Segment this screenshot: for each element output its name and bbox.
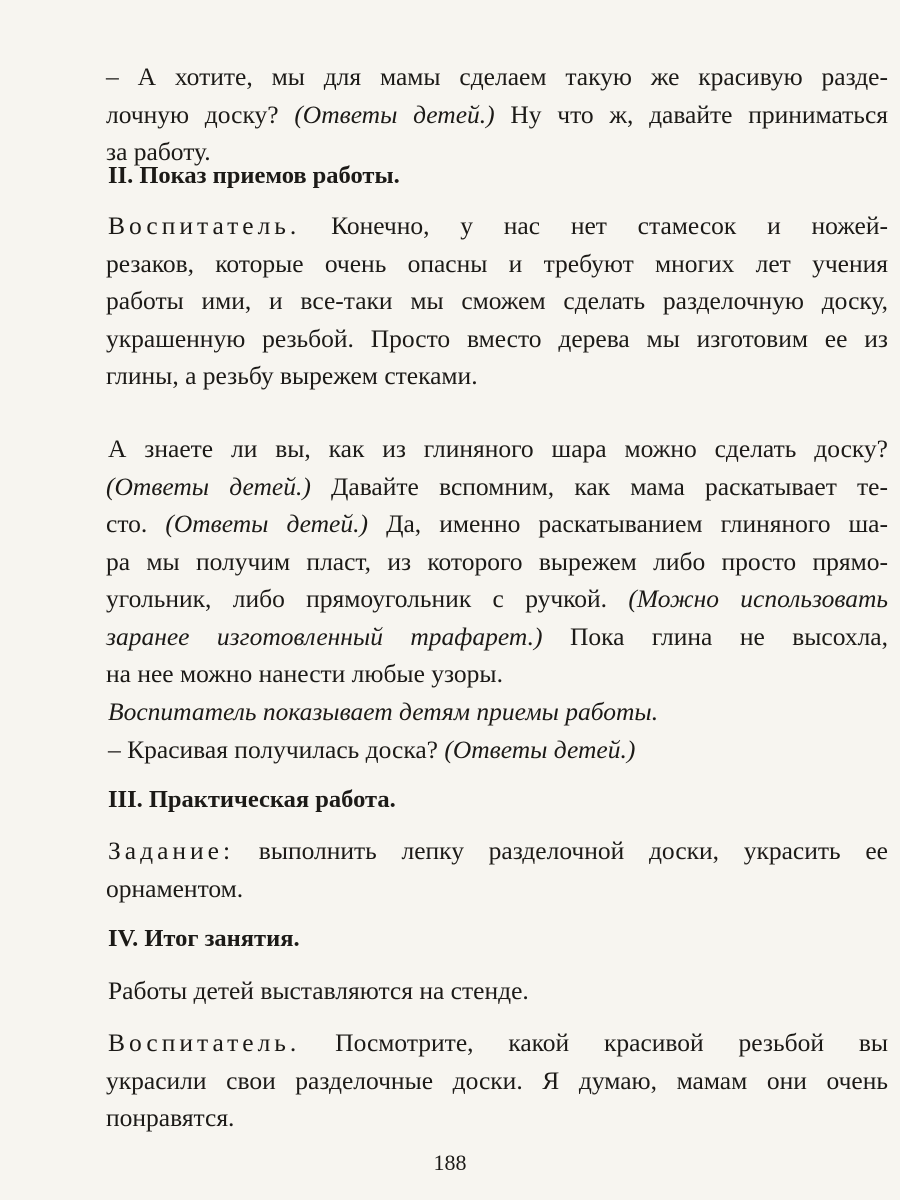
paragraph-teacher-1 <box>106 207 888 395</box>
paragraph-clay <box>106 430 888 693</box>
text-line: резаков, которые очень опасны и требуют многих лет учения <box>106 248 888 278</box>
text-line: украсили свои разделочные доски. Я думаю, мамам они очень <box>106 1065 888 1095</box>
text-line: Воспитатель. Конечно, у нас нет стамесок и ножей- <box>108 211 888 240</box>
paragraph-task <box>106 832 888 907</box>
text-line: работы ими, и все-таки мы сможем сделать разделочную доску, <box>106 286 888 315</box>
paragraph-teacher-2 <box>106 1024 888 1137</box>
stage-direction: (Ответы детей.) <box>294 99 495 129</box>
text-line: украшенную резьбой. Просто вместо дерева мы изготовим ее из <box>106 323 888 353</box>
text-line: – А хотите, мы для мамы сделаем такую же красивую разде- <box>106 62 888 91</box>
task-label: Задание: <box>108 836 235 865</box>
section-heading-3: III. Практическая работа. <box>108 786 396 813</box>
page-number: 188 <box>433 1150 467 1175</box>
text-line: за работу. <box>106 137 211 166</box>
text-line: А знаете ли вы, как из глиняного шара можно сделать доску? <box>108 434 888 463</box>
speaker-label: Воспитатель. <box>108 1028 301 1057</box>
paragraph-exhibit: Работы детей выставляются на стенде. <box>108 976 529 1005</box>
paragraph-question: – Красивая получилась доска? (Ответы детей.) <box>108 735 636 764</box>
speaker-label: Воспитатель. <box>108 211 301 240</box>
section-heading-4: IV. Итог занятия. <box>108 925 300 952</box>
text-line: орнаментом. <box>106 873 244 903</box>
section-heading-2: II. Показ приемов работы. <box>108 162 400 189</box>
text-line: Задание: выполнить лепку разделочной доски, украсить ее <box>108 836 888 865</box>
text-line: ра мы получим пласт, из которого вырежем либо просто прямо- <box>106 546 888 576</box>
text-line: Воспитатель. Посмотрите, какой красивой резьбой вы <box>108 1028 888 1057</box>
text-line: глины, а резьбу вырежем стеками. <box>106 361 478 390</box>
text-line: на нее можно нанести любые узоры. <box>106 659 503 688</box>
text-line: угольник, либо прямоугольник с ручкой. (Можно использовать <box>106 584 888 613</box>
text-line: (Ответы детей.) Давайте вспомним, как мама раскатывает те- <box>106 471 888 501</box>
text-line: сто. (Ответы детей.) Да, именно раскатыванием глиняного ша- <box>106 509 888 538</box>
text-line: понравятся. <box>106 1103 235 1132</box>
paragraph-demo-note: Воспитатель показывает детям приемы работы. <box>108 697 659 726</box>
text-line: заранее изготовленный трафарет.) Пока глина не высохла, <box>106 621 888 651</box>
text-line: лочную доску? (Ответы детей.) Ну что ж, давайте приниматься <box>106 99 888 129</box>
